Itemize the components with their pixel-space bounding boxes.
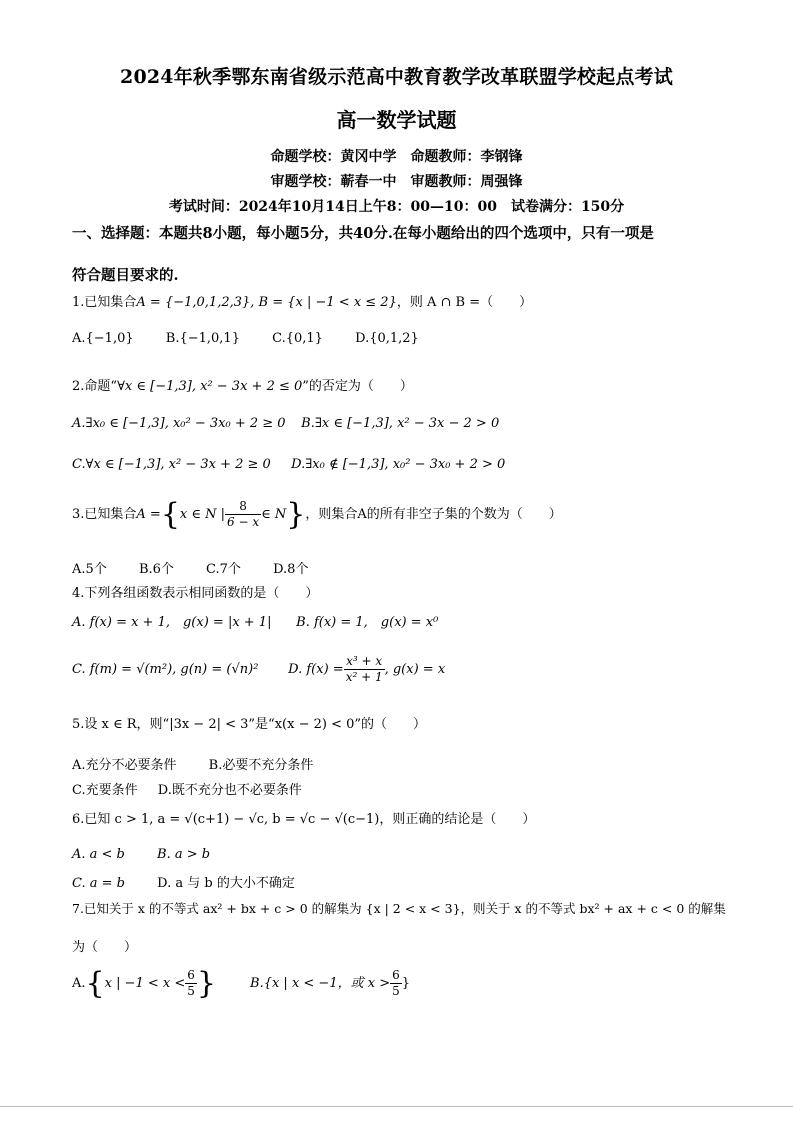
q4-option-c: C. f(m) = √(m²), g(n) = (√n)² <box>72 662 259 677</box>
q2-option-d: D.∃x₀ ∉ [−1,3], x₀² − 3x₀ + 2 > 0 <box>291 457 506 472</box>
q5-option-a: A.充分不必要条件 <box>72 758 177 773</box>
left-brace: { <box>85 966 105 1001</box>
right-brace: } <box>196 966 217 1001</box>
q4-d-numerator: x³ + x <box>344 654 385 670</box>
q7-a-numerator: 6 <box>187 968 195 982</box>
reviewer-line: 审题学校：蕲春一中 审题教师：周强锋 <box>270 174 523 190</box>
q7-option-a-lead: A. <box>72 976 86 991</box>
q6-option-a: A. a < b <box>72 847 125 862</box>
q3-fraction <box>225 499 261 530</box>
left-brace: { <box>160 497 180 532</box>
q3-options <box>72 558 336 577</box>
q3-numerator: 8 <box>225 499 261 515</box>
q3-option-d: D.8个 <box>273 562 309 577</box>
q3-stem: 3.已知集合 <box>72 507 137 522</box>
q5-option-c: C.充要条件 <box>72 783 138 798</box>
question-7-cont: 为（ ） <box>72 940 138 955</box>
q1-option-c: C.{0,1} <box>272 331 323 346</box>
q2-option-b: B.∃x ∈ [−1,3], x² − 3x − 2 > 0 <box>301 416 500 431</box>
q3-denominator: 6 − x <box>227 515 260 529</box>
q6-option-c: C. a = b <box>72 876 125 891</box>
author-line: 命题学校：黄冈中学 命题教师：李钢锋 <box>270 149 523 165</box>
q5-option-b: B.必要不充分条件 <box>208 758 314 773</box>
question-2 <box>72 375 413 394</box>
q7-b-numerator: 6 <box>392 968 400 982</box>
q2-option-c: C.∀x ∈ [−1,3], x² − 3x + 2 ≥ 0 <box>72 457 271 472</box>
q1-options <box>72 331 447 346</box>
q6-option-d: D. a 与 b 的大小不确定 <box>157 876 295 891</box>
q2-options-row2 <box>72 457 505 472</box>
question-5: 5.设 x ∈ R，则“|3x − 2| < 3”是“x(x − 2) < 0”的（ ） <box>72 717 427 732</box>
question-7: 7.已知关于 x 的不等式 ax² + bx + c > 0 的解集为 {x | 2 < x < 3}，则关于 x 的不等式 bx² + ax + c < 0 的解集 <box>72 901 726 916</box>
q3-option-c: C.7个 <box>206 562 241 577</box>
q4-option-a: A. f(x) = x + 1, g(x) = |x + 1| <box>72 615 272 630</box>
q7-option-a-fraction <box>185 968 197 999</box>
q1-option-a: A.{−1,0} <box>72 331 134 346</box>
q7-a-denominator: 5 <box>187 984 195 998</box>
q7-options <box>72 966 410 1001</box>
q3-option-b: B.6个 <box>138 562 174 577</box>
q7-option-b-lead: B.{x | x < −1，或 x > <box>250 976 391 991</box>
q7-b-denominator: 5 <box>392 984 400 998</box>
q4-option-d-lead: D. f(x) = <box>288 662 344 677</box>
question-1 <box>72 291 532 310</box>
q5-option-d: D.既不充分也不必要条件 <box>157 783 302 798</box>
q2-stem: 2.命题“ <box>72 379 118 394</box>
q1-sets: A = {−1,0,1,2,3}, B = {x | −1 < x ≤ 2} <box>136 295 397 310</box>
q2-expr: ∀x ∈ [−1,3], x² − 3x + 2 ≤ 0 <box>117 379 303 394</box>
q2-option-a: A.∃x₀ ∈ [−1,3], x₀² − 3x₀ + 2 ≥ 0 <box>72 416 286 431</box>
q4-options-row1 <box>72 611 438 630</box>
q5-options-row2 <box>72 779 302 798</box>
q4-d-denominator: x² + 1 <box>345 670 383 684</box>
q3-set-tail: ∈ N <box>261 507 287 522</box>
q1-option-d: D.{0,1,2} <box>355 331 419 346</box>
q4-option-d-tail: , g(x) = x <box>384 662 446 677</box>
q6-options-row1 <box>72 847 210 862</box>
q3-option-a: A.5个 <box>72 562 107 577</box>
q4-options-row2 <box>72 654 445 685</box>
q7-option-b-fraction <box>390 968 402 999</box>
q1-ask: ，则 A ∩ B =（ ） <box>396 295 533 310</box>
question-6: 6.已知 c > 1, a = √(c+1) − √c, b = √c − √(c−1)，则正确的结论是（ ） <box>72 812 536 827</box>
exam-title: 2024年秋季鄂东南省级示范高中教育教学改革联盟学校起点考试 <box>120 66 673 88</box>
q2-options-row1 <box>72 416 499 431</box>
q5-options-row1 <box>72 754 313 773</box>
section-intro-cont: 符合题目要求的. <box>72 267 179 284</box>
q7-option-a-inner: x | −1 < x < <box>104 976 186 991</box>
q6-options-row2 <box>72 872 295 891</box>
q1-stem: 1.已知集合 <box>72 295 137 310</box>
q3-set-inner: x ∈ N | <box>179 507 226 522</box>
exam-time-line: 考试时间：2024年10月14日上午8：00—10：00 试卷满分：150分 <box>168 199 625 215</box>
q1-option-b: B.{−1,0,1} <box>165 331 240 346</box>
q3-set-lead: A = <box>136 507 161 522</box>
q4-option-d-fraction <box>344 654 385 685</box>
right-brace: } <box>286 497 306 532</box>
q4-option-b: B. f(x) = 1, g(x) = x⁰ <box>296 615 439 630</box>
question-3 <box>72 497 562 532</box>
exam-subtitle: 高一数学试题 <box>336 108 457 132</box>
q3-ask: ，则集合A的所有非空子集的个数为（ ） <box>305 507 562 522</box>
question-4: 4.下列各组函数表示相同函数的是（ ） <box>72 586 319 601</box>
q2-ask: ”的否定为（ ） <box>302 379 413 394</box>
page-bottom-rule <box>0 1106 793 1107</box>
q7-option-b-tail: } <box>401 976 411 991</box>
q6-option-b: B. a > b <box>157 847 211 862</box>
section-intro: 一、选择题：本题共8小题，每小题5分，共40分.在每小题给出的四个选项中，只有一项是 <box>72 225 654 242</box>
